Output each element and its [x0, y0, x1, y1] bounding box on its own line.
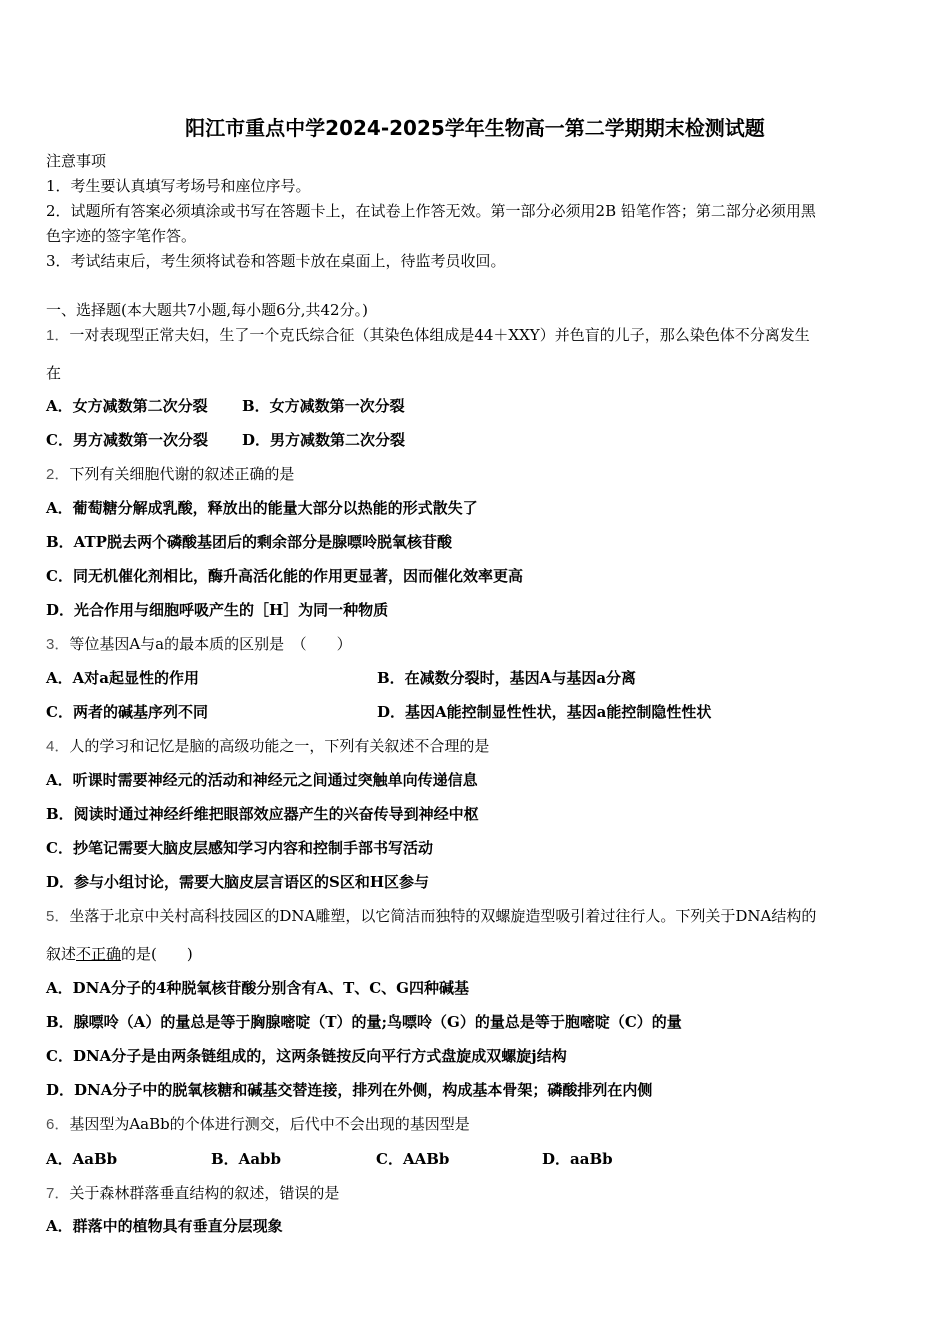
option-c: C．DNA分子是由两条链组成的，这两条链按反向平行方式盘旋成双螺旋j结构 — [46, 1047, 567, 1065]
question-text-cont: 在 — [46, 364, 62, 382]
question-text: 等位基因A与a的最本质的区别是 （ ） — [69, 635, 352, 653]
question-text: 基因型为AaBb的个体进行测交，后代中不会出现的基因型是 — [69, 1115, 470, 1133]
option-b: B．阅读时通过神经纤维把眼部效应器产生的兴奋传导到神经中枢 — [46, 805, 479, 823]
question-number: 2． — [46, 466, 70, 483]
option-a: A．听课时需要神经元的活动和神经元之间通过突触单向传递信息 — [46, 771, 478, 789]
option-d: D．基因A能控制显性性状，基因a能控制隐性性状 — [377, 703, 712, 721]
question-text: 下列有关细胞代谢的叙述正确的是 — [69, 465, 295, 483]
question-7 — [46, 1183, 339, 1204]
question-number: 7． — [46, 1185, 70, 1202]
section-heading: 一、选择题(本大题共7小题,每小题6分,共42分。) — [46, 301, 368, 319]
option-a: A．A对a起显性的作用 — [46, 669, 199, 687]
note-item: 2．试题所有答案必须填涂或书写在答题卡上，在试卷上作答无效。第一部分必须用2B 铅笔作答；第二部分必须用黑 — [46, 202, 816, 220]
option-row — [46, 1149, 613, 1169]
option-a: A．葡萄糖分解成乳酸，释放出的能量大部分以热能的形式散失了 — [46, 499, 478, 517]
question-4 — [46, 736, 489, 757]
option-c: C．同无机催化剂相比，酶升高活化能的作用更显著，因而催化效率更高 — [46, 567, 523, 585]
question-number: 6． — [46, 1116, 70, 1133]
option-b: B．在减数分裂时，基因A与基因a分离 — [377, 669, 637, 687]
text-fragment: 的是( ) — [121, 945, 193, 963]
question-1 — [46, 325, 810, 346]
notes-heading: 注意事项 — [46, 152, 107, 170]
question-6 — [46, 1114, 470, 1135]
option-c: C．两者的碱基序列不同 — [46, 703, 208, 721]
question-text: 关于森林群落垂直结构的叙述，错误的是 — [69, 1184, 340, 1202]
option-d: D．DNA分子中的脱氧核糖和碱基交替连接，排列在外侧，构成基本骨架；磷酸排列在内侧 — [46, 1081, 653, 1099]
question-text: 一对表现型正常夫妇，生了一个克氏综合征（其染色体组成是44＋XXY）并色盲的儿子，那么染色体不分离发生 — [69, 326, 810, 344]
question-3 — [46, 634, 352, 655]
option-d: D．男方减数第二次分裂 — [242, 431, 406, 449]
question-number: 4． — [46, 738, 70, 755]
option-row — [46, 668, 636, 688]
option-c: C．AABb — [376, 1150, 450, 1168]
option-d: D．aaBb — [542, 1150, 613, 1168]
option-b: B．腺嘌呤（A）的量总是等于胸腺嘧啶（T）的量;鸟嘌呤（G）的量总是等于胞嘧啶（C）的量 — [46, 1013, 682, 1031]
page-title: 阳江市重点中学2024-2025学年生物高一第二学期期末检测试题 — [185, 116, 765, 140]
option-d: D．光合作用与细胞呼吸产生的［H］为同一种物质 — [46, 601, 389, 619]
question-text: 坐落于北京中关村高科技园区的DNA雕塑，以它简洁而独特的双螺旋造型吸引着过往行人。下列关于DNA结构的 — [69, 907, 817, 925]
option-a: A．女方减数第二次分裂 — [46, 397, 208, 415]
underlined-text: 不正确 — [76, 945, 122, 963]
note-item: 色字迹的签字笔作答。 — [46, 227, 197, 245]
option-row — [46, 430, 405, 450]
question-5 — [46, 906, 816, 927]
option-b: B．ATP脱去两个磷酸基团后的剩余部分是腺嘌呤脱氧核苷酸 — [46, 533, 452, 551]
option-a: A．AaBb — [46, 1150, 118, 1168]
text-fragment: 叙述 — [46, 945, 77, 963]
option-row — [46, 702, 711, 722]
question-number: 5． — [46, 908, 70, 925]
option-b: B．女方减数第一次分裂 — [242, 397, 405, 415]
option-a: A．DNA分子的4种脱氧核苷酸分别含有A、T、C、G四种碱基 — [46, 979, 469, 997]
question-number: 1． — [46, 327, 70, 344]
question-text-cont — [46, 944, 193, 964]
option-b: B．Aabb — [211, 1150, 282, 1168]
note-item: 1．考生要认真填写考场号和座位序号。 — [46, 177, 311, 195]
note-item: 3．考试结束后，考生须将试卷和答题卡放在桌面上，待监考员收回。 — [46, 252, 506, 270]
option-a: A．群落中的植物具有垂直分层现象 — [46, 1217, 283, 1235]
option-d: D．参与小组讨论，需要大脑皮层言语区的S区和H区参与 — [46, 873, 430, 891]
option-c: C．抄笔记需要大脑皮层感知学习内容和控制手部书写活动 — [46, 839, 433, 857]
question-number: 3． — [46, 636, 70, 653]
option-row — [46, 396, 405, 416]
question-2 — [46, 464, 294, 485]
question-text: 人的学习和记忆是脑的高级功能之一，下列有关叙述不合理的是 — [69, 737, 490, 755]
option-c: C．男方减数第一次分裂 — [46, 431, 208, 449]
